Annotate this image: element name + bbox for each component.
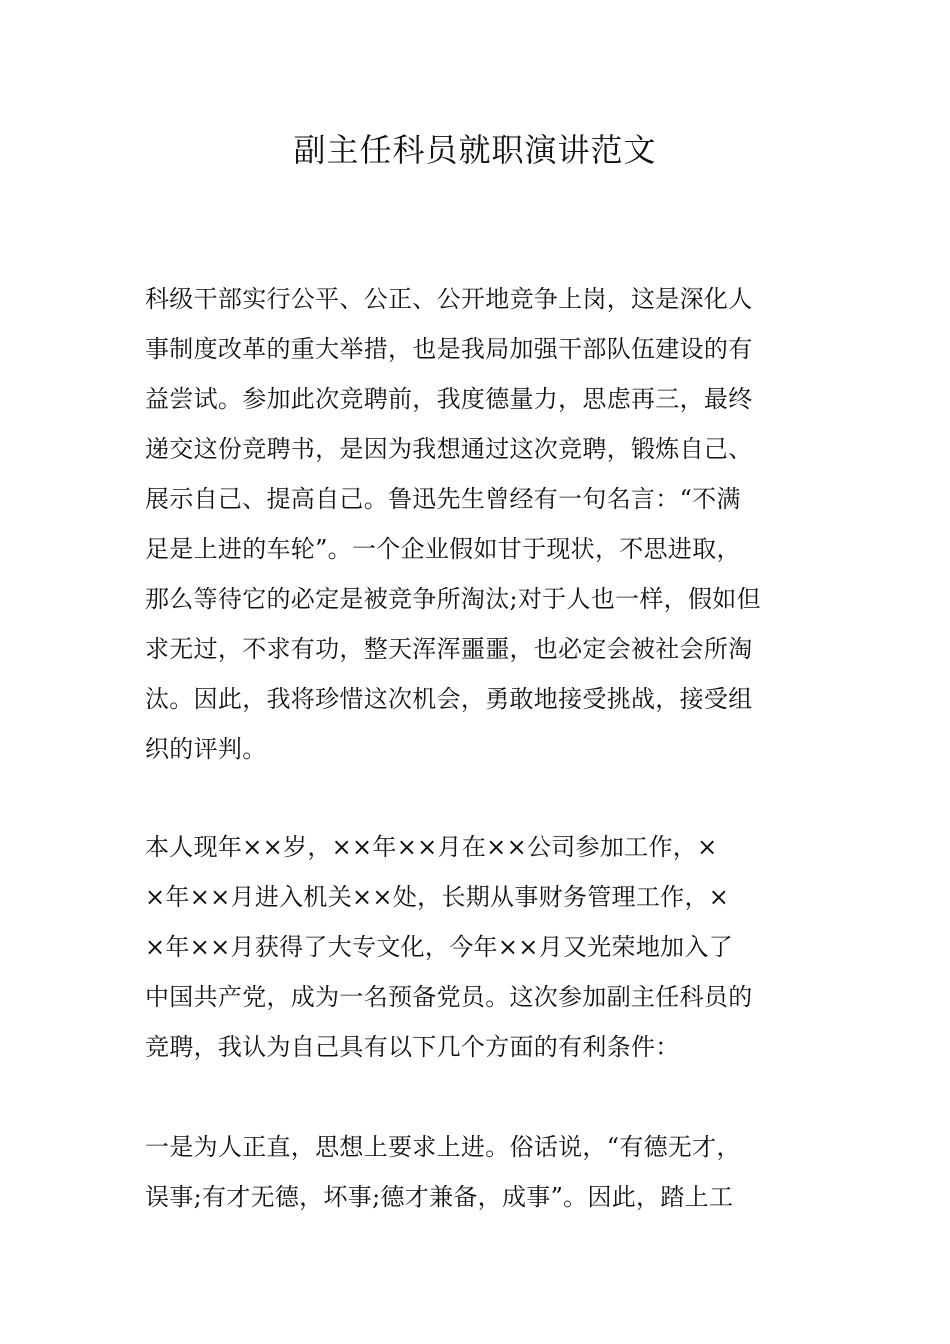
paragraph-3	[145, 1122, 807, 1222]
document-title: 副主任科员就职演讲范文	[293, 131, 657, 169]
paragraph-line: ×年××月进入机关××处，长期从事财务管理工作，×	[145, 883, 730, 911]
paragraph-line: 那么等待它的必定是被竞争所淘汰;对于人也一样，假如但	[145, 585, 761, 613]
paragraph-line: ×年××月获得了大专文化，今年××月又光荣地加入了	[145, 933, 734, 961]
paragraph-line: 求无过，不求有功，整天浑浑噩噩，也必定会被社会所淘	[145, 635, 753, 663]
paragraph-line: 展示自己、提高自己。鲁迅先生曾经有一句名言：“不满	[145, 485, 741, 513]
paragraph-line: 误事;有才无德，坏事;德才兼备，成事”。因此，踏上工	[145, 1183, 734, 1211]
paragraph-line: 本人现年××岁，××年××月在××公司参加工作，×	[145, 833, 718, 861]
paragraph-line: 递交这份竞聘书，是因为我想通过这次竞聘，锻炼自己、	[145, 435, 753, 463]
paragraph-line: 益尝试。参加此次竞聘前，我度德量力，思虑再三，最终	[145, 385, 753, 413]
paragraph-line: 汰。因此，我将珍惜这次机会，勇敢地接受挑战，接受组	[145, 685, 753, 713]
paragraph-2	[145, 822, 807, 1072]
paragraph-line: 中国共产党，成为一名预备党员。这次参加副主任科员的	[145, 983, 753, 1011]
paragraph-line: 竞聘，我认为自己具有以下几个方面的有利条件：	[145, 1033, 680, 1061]
paragraph-line: 科级干部实行公平、公正、公开地竞争上岗，这是深化人	[145, 285, 753, 313]
paragraph-line: 一是为人正直，思想上要求上进。俗话说，“有德无才，	[145, 1133, 741, 1161]
paragraph-line: 足是上进的车轮”。一个企业假如甘于现状，不思进取，	[145, 535, 741, 563]
paragraph-line: 事制度改革的重大举措，也是我局加强干部队伍建设的有	[145, 335, 753, 363]
paragraph-1	[145, 274, 807, 774]
paragraph-line: 织的评判。	[145, 735, 267, 763]
